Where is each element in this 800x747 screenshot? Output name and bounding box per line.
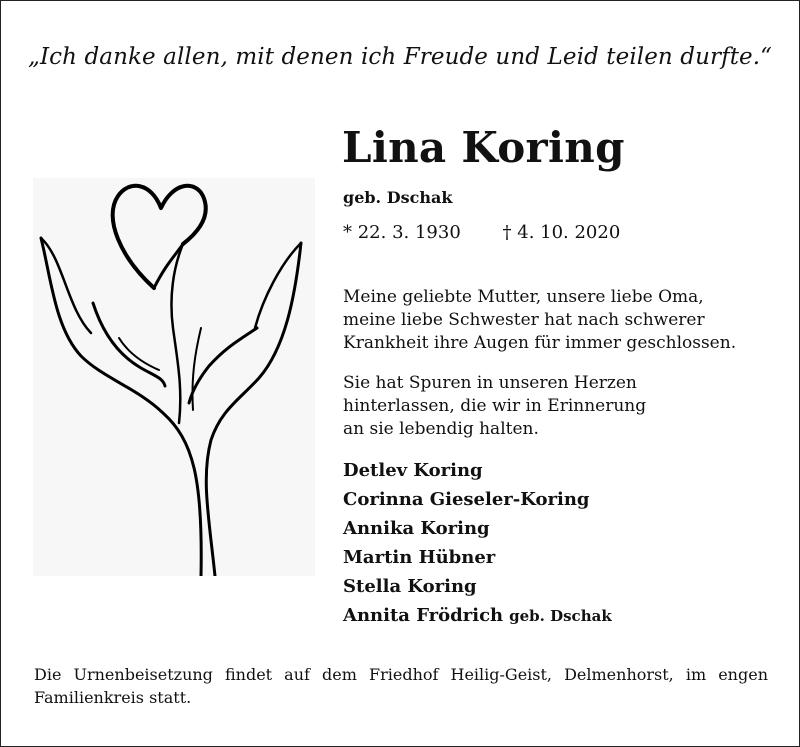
- mourner-name: [343, 601, 612, 631]
- mourner-name: [343, 514, 612, 543]
- paragraph-line: Meine geliebte Mutter, unsere liebe Oma,: [343, 287, 704, 307]
- quote: „Ich danke allen, mit denen ich Freude und Leid teilen durfte.“: [27, 44, 773, 70]
- burial-notice: Die Urnenbeisetzung findet auf dem Friedhof Heilig-Geist, Delmenhorst, im engen Familienkreis statt.: [34, 665, 768, 707]
- deceased-name: Lina Koring: [342, 123, 625, 172]
- birth-date: * 22. 3. 1930: [343, 222, 461, 243]
- mourner-name: [343, 456, 612, 485]
- mourner-name: [343, 572, 612, 601]
- mourner-name: [343, 485, 612, 514]
- paragraph-line: Krankheit ihre Augen für immer geschlossen.: [343, 333, 737, 353]
- mourner-name-text: Annita Frödrich: [343, 605, 504, 626]
- obituary-paragraph-1: [343, 286, 736, 355]
- life-dates: [343, 222, 620, 243]
- death-date: † 4. 10. 2020: [502, 222, 621, 243]
- paragraph-line: an sie lebendig halten.: [343, 419, 539, 439]
- mourners-list: [343, 456, 612, 631]
- paragraph-line: Sie hat Spuren in unseren Herzen: [343, 373, 637, 393]
- mourner-maiden-name: geb. Dschak: [509, 607, 612, 625]
- hands-holding-heart-icon: [33, 178, 315, 576]
- mourner-name-text: Stella Koring: [343, 576, 477, 597]
- obituary-paragraph-2: [343, 372, 646, 441]
- mourner-name-text: Martin Hübner: [343, 547, 496, 568]
- mourner-name-text: Detlev Koring: [343, 460, 483, 481]
- mourner-name-text: Annika Koring: [343, 518, 490, 539]
- paragraph-line: meine liebe Schwester hat nach schwerer: [343, 310, 705, 330]
- maiden-name: geb. Dschak: [343, 188, 453, 207]
- mourner-name: [343, 543, 612, 572]
- paragraph-line: hinterlassen, die wir in Erinnerung: [343, 396, 647, 416]
- mourner-name-text: Corinna Gieseler-Koring: [343, 489, 590, 510]
